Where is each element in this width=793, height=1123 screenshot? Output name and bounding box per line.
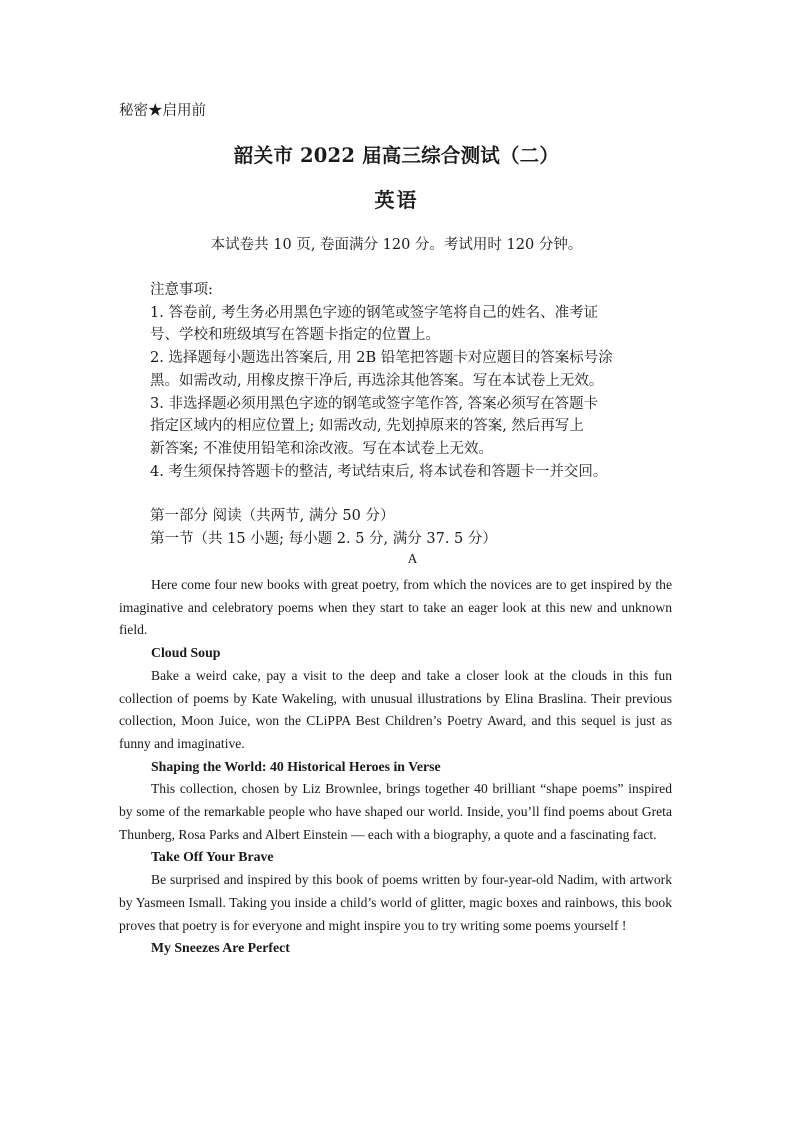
notes-line: 黑。如需改动, 用橡皮擦干净后, 再选涂其他答案。写在本试卷上无效。 bbox=[150, 372, 604, 389]
book-description: This collection, chosen by Liz Brownlee, brings together 40 brilliant “shape poems” inspired by some of the remarkable people who have shaped our world. Inside, you’ll find poems about Greta Thunberg, Rosa Parks and Albert Einstein — each with a biography, a quote and a fascinating fact. bbox=[119, 781, 672, 842]
notes-heading: 注意事项: bbox=[150, 282, 213, 298]
notes-line: 指定区域内的相应位置上; 如需改动, 先划掉原来的答案, 然后再写上 bbox=[150, 418, 584, 435]
exam-info: 本试卷共 10 页, 卷面满分 120 分。考试用时 120 分钟。 bbox=[210, 237, 583, 253]
notes-line: 3. 非选择题必须用黑色字迹的钢笔或签字笔作答, 答案必须写在答题卡 bbox=[150, 395, 599, 412]
passage-intro: Here come four new books with great poetry, from which the novices are to get inspired by the imaginative and celebratory poems when they start to take an eager look at this new and unknown field. bbox=[119, 577, 672, 638]
book-title: Take Off Your Brave bbox=[151, 849, 274, 865]
book-title: My Sneezes Are Perfect bbox=[151, 940, 290, 956]
book-title: Cloud Soup bbox=[151, 645, 221, 661]
exam-title: 韶关市 2022 届高三综合测试（二） bbox=[233, 144, 560, 167]
notes-section bbox=[150, 279, 690, 483]
book-title: Shaping the World: 40 Historical Heroes in Verse bbox=[151, 758, 441, 774]
book-description: Bake a weird cake, pay a visit to the deep and take a closer look at the clouds in this fun collection of poems by Kate Wakeling, with unusual illustrations by Elina Braslina. Their previous collection, Moon Juice, won the CLiPPA Best Children’s Poetry Award, and this sequel is just as funny and imaginative. bbox=[119, 667, 672, 751]
part-title: 第一部分 阅读（共两节, 满分 50 分） bbox=[150, 508, 395, 524]
book-description: Be surprised and inspired by this book of poems written by four-year-old Nadim, with artwork by Yasmeen Ismall. Taking you inside a child’s world of glitter, magic boxes and rainbows, this book proves that poetry is for everyone and might inspire you to try writing some poems yourself ! bbox=[119, 872, 672, 933]
notes-line: 新答案; 不准使用铅笔和涂改液。写在本试卷上无效。 bbox=[150, 440, 493, 457]
notes-line: 2. 选择题每小题选出答案后, 用 2B 铅笔把答题卡对应题目的答案标号涂 bbox=[150, 350, 613, 367]
reading-passage bbox=[119, 574, 672, 960]
confidential-label: 秘密★启用前 bbox=[119, 103, 206, 119]
notes-line: 4. 考生须保持答题卡的整洁, 考试结束后, 将本试卷和答题卡一并交回。 bbox=[150, 463, 608, 480]
notes-line: 号、学校和班级填写在答题卡指定的位置上。 bbox=[150, 327, 440, 344]
passage-letter: A bbox=[407, 551, 418, 566]
part-heading bbox=[150, 505, 497, 550]
section-title: 第一节（共 15 小题; 每小题 2. 5 分, 满分 37. 5 分） bbox=[150, 530, 497, 547]
notes-line: 1. 答卷前, 考生务必用黑色字迹的钢笔或签字笔将自己的姓名、准考证 bbox=[150, 304, 599, 321]
subject-title: 英语 bbox=[374, 188, 419, 212]
